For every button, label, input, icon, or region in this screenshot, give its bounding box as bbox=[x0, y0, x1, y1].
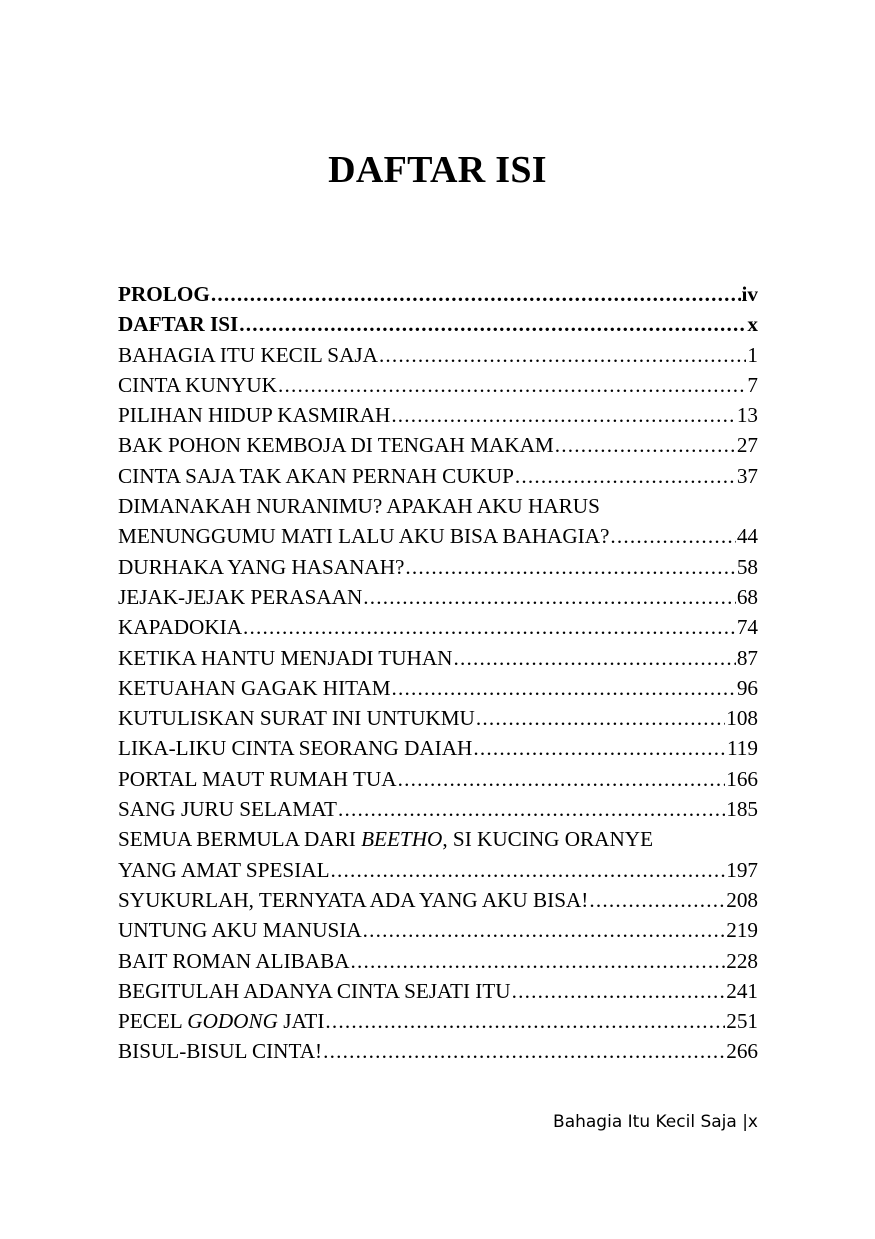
toc-entry-title-part: KETUAHAN GAGAK HITAM bbox=[118, 675, 391, 700]
toc-entry[interactable] bbox=[118, 824, 758, 854]
toc-entry-title-part: DURHAKA YANG HASANAH? bbox=[118, 554, 405, 579]
toc-entry[interactable] bbox=[118, 430, 758, 460]
toc-entry-page-number: 87 bbox=[736, 645, 758, 670]
toc-entry-title-part: PECEL bbox=[118, 1009, 188, 1034]
toc-entry-title-part: DAFTAR ISI bbox=[118, 312, 239, 337]
toc-entry-title bbox=[118, 612, 242, 642]
toc-entry-title-part: CINTA KUNYUK bbox=[118, 372, 277, 397]
page-footer: Bahagia Itu Kecil Saja |x bbox=[553, 1112, 758, 1132]
toc-entry[interactable] bbox=[118, 764, 758, 794]
toc-entry-title-part: PILIHAN HIDUP KASMIRAH bbox=[118, 403, 391, 428]
toc-entry-title-part: KAPADOKIA bbox=[118, 615, 242, 640]
toc-entry[interactable] bbox=[118, 976, 758, 1006]
dot-leader bbox=[391, 400, 736, 430]
toc-entry-page-number: 74 bbox=[736, 615, 758, 640]
toc-entry-page-number: 13 bbox=[736, 403, 758, 428]
dot-leader bbox=[243, 612, 736, 642]
toc-entry-page-number: 266 bbox=[726, 1039, 758, 1064]
toc-entry-title-part: SEMUA BERMULA DARI bbox=[118, 827, 362, 852]
toc-entry[interactable] bbox=[118, 946, 758, 976]
toc-entry-page-number: iv bbox=[741, 282, 758, 306]
dot-leader bbox=[351, 946, 726, 976]
toc-entry-title bbox=[118, 521, 609, 551]
dot-leader bbox=[515, 461, 736, 491]
toc-entry-title-part: DIMANAKAH NURANIMU? APAKAH AKU HARUS bbox=[118, 494, 600, 519]
toc-entry-title bbox=[118, 491, 600, 521]
toc-entry-title bbox=[118, 279, 210, 309]
toc-entry-title bbox=[118, 764, 397, 794]
dot-leader bbox=[512, 976, 726, 1006]
toc-entry-title bbox=[118, 461, 514, 491]
toc-entry[interactable] bbox=[118, 794, 758, 824]
toc-entry-title-part: YANG AMAT SPESIAL bbox=[118, 857, 330, 882]
toc-entry[interactable] bbox=[118, 1006, 758, 1036]
toc-entry-page-number: x bbox=[747, 312, 758, 337]
dot-leader bbox=[379, 340, 746, 370]
toc-entry[interactable] bbox=[118, 1036, 758, 1066]
toc-entry[interactable] bbox=[118, 915, 758, 945]
toc-entry-title-part: PROLOG bbox=[118, 282, 210, 306]
toc-entry[interactable] bbox=[118, 400, 758, 430]
toc-entry-title bbox=[118, 309, 238, 339]
toc-entry-page-number: 96 bbox=[736, 675, 758, 700]
dot-leader bbox=[476, 703, 725, 733]
toc-entry-title bbox=[118, 885, 588, 915]
toc-entry-page-number: 68 bbox=[736, 584, 758, 609]
toc-entry-page-number: 197 bbox=[726, 857, 758, 882]
toc-entry-title-part: BEGITULAH ADANYA CINTA SEJATI ITU bbox=[118, 978, 511, 1003]
dot-leader bbox=[338, 794, 725, 824]
toc-entry-title-part: MENUNGGUMU MATI LALU AKU BISA BAHAGIA? bbox=[118, 524, 610, 549]
toc-entry-title-part: BISUL-BISUL CINTA! bbox=[118, 1039, 323, 1064]
toc-entry-page-number: 7 bbox=[747, 372, 758, 397]
toc-entry-page-number: 208 bbox=[726, 887, 758, 912]
toc-entry-title bbox=[118, 400, 390, 430]
toc-entry[interactable] bbox=[118, 733, 758, 763]
toc-entry-title-part: CINTA SAJA TAK AKAN PERNAH CUKUP bbox=[118, 463, 514, 488]
toc-entry-title bbox=[118, 673, 391, 703]
dot-leader bbox=[405, 552, 735, 582]
toc-entry-title-part: KUTULISKAN SURAT INI UNTUKMU bbox=[118, 706, 475, 731]
dot-leader bbox=[278, 370, 746, 400]
toc-entry[interactable] bbox=[118, 582, 758, 612]
toc-entry-title bbox=[118, 794, 337, 824]
toc-entry[interactable] bbox=[118, 673, 758, 703]
toc-entry-page-number: 119 bbox=[727, 736, 758, 761]
dot-leader bbox=[473, 733, 726, 763]
dot-leader bbox=[555, 430, 736, 460]
toc-entry[interactable] bbox=[118, 612, 758, 642]
toc-entry[interactable] bbox=[118, 491, 758, 521]
toc-entry-title-part: BAIT ROMAN ALIBABA bbox=[118, 948, 350, 973]
toc-entry[interactable] bbox=[118, 461, 758, 491]
dot-leader bbox=[211, 279, 741, 309]
toc-entry[interactable] bbox=[118, 309, 758, 339]
toc-entry-page-number: 251 bbox=[726, 1009, 758, 1034]
toc-entry[interactable] bbox=[118, 279, 758, 309]
toc-entry-title bbox=[118, 976, 511, 1006]
dot-leader bbox=[331, 855, 726, 885]
toc-entry-page-number: 37 bbox=[736, 463, 758, 488]
toc-entry[interactable] bbox=[118, 885, 758, 915]
toc-entry-page-number: 219 bbox=[726, 918, 758, 943]
toc-entry-page-number: 27 bbox=[736, 433, 758, 458]
toc-entry-title bbox=[118, 824, 653, 854]
toc-entry-title bbox=[118, 582, 362, 612]
dot-leader bbox=[610, 521, 735, 551]
toc-entry-title-part: SANG JURU SELAMAT bbox=[118, 797, 337, 822]
dot-leader bbox=[323, 1036, 725, 1066]
dot-leader bbox=[398, 764, 726, 794]
toc-entry-title-part: JEJAK-JEJAK PERASAAN bbox=[118, 584, 363, 609]
toc-entry[interactable] bbox=[118, 855, 758, 885]
dot-leader bbox=[239, 309, 746, 339]
toc-entry-title-part: BAK POHON KEMBOJA DI TENGAH MAKAM bbox=[118, 433, 554, 458]
dot-leader bbox=[392, 673, 736, 703]
toc-entry[interactable] bbox=[118, 643, 758, 673]
toc-entry-title bbox=[118, 703, 475, 733]
dot-leader bbox=[363, 582, 736, 612]
dot-leader bbox=[589, 885, 725, 915]
toc-entry[interactable] bbox=[118, 703, 758, 733]
toc-entry-page-number: 58 bbox=[736, 554, 758, 579]
toc-entry-page-number: 166 bbox=[726, 766, 758, 791]
toc-entry-title bbox=[118, 430, 554, 460]
toc-entry-page-number: 1 bbox=[747, 342, 758, 367]
toc-entry-page-number: 228 bbox=[726, 948, 758, 973]
table-of-contents bbox=[118, 279, 758, 1067]
toc-entry-title-part: UNTUNG AKU MANUSIA bbox=[118, 918, 362, 943]
toc-entry-title-part: JATI bbox=[277, 1009, 325, 1034]
toc-entry-title-part: BAHAGIA ITU KECIL SAJA bbox=[118, 342, 378, 367]
toc-entry-title-part: , SI KUCING ORANYE bbox=[442, 827, 654, 852]
toc-entry-title-part: PORTAL MAUT RUMAH TUA bbox=[118, 766, 397, 791]
toc-entry-title bbox=[118, 552, 404, 582]
toc-entry-title bbox=[118, 855, 330, 885]
toc-entry-page-number: 241 bbox=[726, 978, 758, 1003]
dot-leader bbox=[363, 915, 726, 945]
toc-entry-title bbox=[118, 946, 350, 976]
toc-entry-title-italic: GODONG bbox=[187, 1009, 278, 1034]
toc-entry-title-italic: BEETHO bbox=[361, 827, 443, 852]
toc-entry-title bbox=[118, 1006, 324, 1036]
toc-entry-title-part: SYUKURLAH, TERNYATA ADA YANG AKU BISA! bbox=[118, 887, 589, 912]
toc-entry[interactable] bbox=[118, 521, 758, 551]
toc-entry-title bbox=[118, 340, 378, 370]
page-title: DAFTAR ISI bbox=[328, 149, 547, 191]
toc-entry-page-number: 44 bbox=[736, 524, 758, 549]
toc-entry-title bbox=[118, 915, 362, 945]
toc-entry[interactable] bbox=[118, 340, 758, 370]
dot-leader bbox=[453, 643, 735, 673]
toc-entry-title-part: KETIKA HANTU MENJADI TUHAN bbox=[118, 645, 453, 670]
toc-entry-page-number: 108 bbox=[726, 706, 758, 731]
toc-entry[interactable] bbox=[118, 370, 758, 400]
toc-entry-title bbox=[118, 370, 277, 400]
toc-entry-title bbox=[118, 643, 452, 673]
dot-leader bbox=[325, 1006, 725, 1036]
toc-entry[interactable] bbox=[118, 552, 758, 582]
toc-entry-title bbox=[118, 1036, 322, 1066]
toc-entry-page-number: 185 bbox=[726, 797, 758, 822]
toc-entry-title bbox=[118, 733, 472, 763]
toc-entry-title-part: LIKA-LIKU CINTA SEORANG DAIAH bbox=[118, 736, 473, 761]
